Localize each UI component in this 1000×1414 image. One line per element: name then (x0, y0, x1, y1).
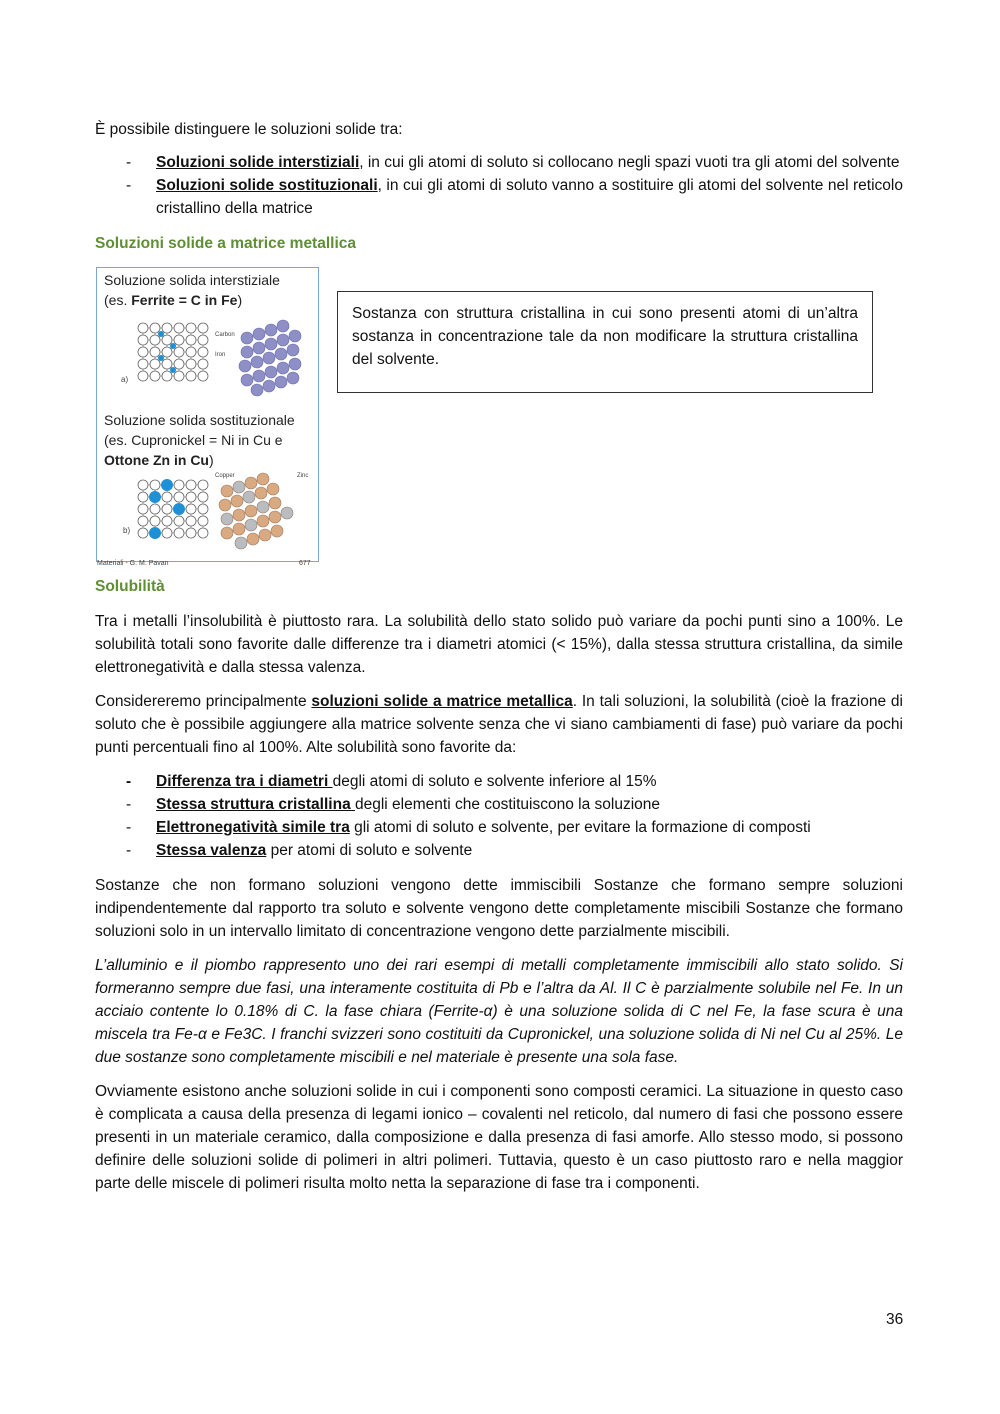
label-b: b) (123, 526, 131, 535)
list-item: - Stessa struttura cristallina degli elementi che costituiscono la soluzione (126, 796, 661, 813)
list-item: - Soluzioni solide interstiziali, in cui gli atomi di soluto si collocano negli spazi vuoti tra gli atomi del solvente (126, 154, 900, 171)
label-zinc: Zinc (297, 473, 309, 479)
solid-solution-figure (96, 267, 319, 567)
page-content (95, 118, 903, 1206)
figure-substitutional-example-2: Ottone Zn in Cu) (104, 452, 214, 468)
definition-box: Sostanza con struttura cristallina in cui sono presenti atomi di un’altra sostanza in concentrazione tale da non modificare la struttura cristallina del solvente. (337, 291, 873, 393)
section-heading-solubility: Solubilità (95, 578, 165, 595)
figure-footer-left: Materiali - G. M. Pavan (97, 560, 169, 567)
paragraph-miscibility: Sostanze che non formano soluzioni vengono dette immiscibili Sostanze che formano sempre soluzioni indipendentemente dal rapporto tra soluto e solvente vengono dette completamente miscibili Sostanze che formano soluzioni solo in un intervallo limitato di concentrazione vengono dette parzialmente miscibili. (95, 877, 903, 940)
label-carbon: Carbon (215, 332, 235, 338)
figure-substitutional-example: (es. Cupronickel = Ni in Cu e (104, 432, 283, 448)
term-substitutional: Soluzioni solide sostituzionali (156, 177, 378, 194)
term-interstitial: Soluzioni solide interstiziali (156, 154, 360, 171)
label-copper: Copper (215, 473, 235, 479)
term-description: , in cui gli atomi di soluto si collocano negli spazi vuoti tra gli atomi del solvente (359, 154, 900, 171)
label-iron: Iron (215, 352, 226, 358)
list-item: - Elettronegatività simile tra gli atomi di soluto e solvente, per evitare la formazione di composti (126, 819, 811, 836)
paragraph-examples: L’alluminio e il piombo rappresento uno dei rari esempi di metalli completamente immiscibili allo stato solido. Si formeranno sempre due fasi, una interamente costituita di Pb e l’altra da Al. Il C è parzialmente solubile nel Fe. In un acciaio contente lo 0.18% di C. la fase chiara (Ferrite-α) è una soluzione solida di C nel Fe, la fase scura è una miscela tra Fe-α e Fe3C. I franchi svizzeri sono costituiti da Cupronickel, una soluzione solida di Ni nel Cu al 25%. Le due sostanze sono completamente miscibili e nel materiale è presente una sola fase. (95, 957, 903, 1066)
substitutional-lattice-illustration (97, 473, 318, 553)
section-heading-matrix: Soluzioni solide a matrice metallica (95, 235, 357, 252)
list-item: - Differenza tra i diametri degli atomi di soluto e solvente inferiore al 15% (126, 773, 657, 790)
paragraph-ceramics-polymers: Ovviamente esistono anche soluzioni solide in cui i componenti sono composti ceramici. La situazione in questo caso è complicata a causa della presenza di legami ionico – covalenti nel reticolo, dal numero di fasi che possono essere presenti in un materiale ceramico, dalla composizione e dalla presenza di fasi amorfe. Allo stesso modo, si possono definire delle soluzioni solide di polimeri in altri polimeri. Tuttavia, questo è un caso piuttosto raro e nella maggior parte delle miscele di polimeri risulta molto netta la separazione di fase tra i componenti. (95, 1083, 903, 1192)
figure-row (95, 267, 903, 567)
solution-types-list (95, 151, 903, 220)
list-item: - Soluzioni solide sostituzionali, in cui gli atomi di soluto vanno a sostituire gli atomi del solvente nel reticolo cristallino della matrice (126, 177, 903, 217)
paragraph-solubility-intro: Tra i metalli l’insolubilità è piuttosto rara. La solubilità dello stato solido può variare da pochi punti sino a 100%. Le solubilità totali sono favorite dalle differenze tra i diametri atomici (< 15%), dalla stessa struttura cristallina, da simile elettronegatività e dalla stessa valenza. (95, 613, 903, 676)
figure-footer-right: 677 (299, 560, 311, 567)
list-item: - Stessa valenza per atomi di soluto e solvente (126, 842, 473, 859)
label-a: a) (121, 375, 129, 384)
paragraph-metallic-matrix: Considereremo principalmente soluzioni solide a matrice metallica. In tali soluzioni, la solubilità (cioè la frazione di soluto che è possibile aggiungere alla matrice solvente senza che vi siano cambiamenti di fase) può variare da pochi punti percentuali fino al 100%. Alte solubilità sono favorite da: (95, 693, 903, 756)
solubility-factors-list (95, 770, 903, 862)
figure-interstitial-title: Soluzione solida interstiziale (104, 272, 280, 288)
interstitial-lattice-illustration (97, 318, 318, 408)
page-number: 36 (886, 1311, 904, 1328)
figure-substitutional-title: Soluzione solida sostituzionale (104, 412, 295, 428)
term-description: , in cui gli atomi di soluto vanno a sostituire gli atomi del solvente nel reticolo cristallino della matrice (156, 177, 903, 217)
intro-text: È possibile distinguere le soluzioni solide tra: (95, 121, 403, 138)
figure-interstitial-example: (es. Ferrite = C in Fe) (104, 292, 243, 308)
